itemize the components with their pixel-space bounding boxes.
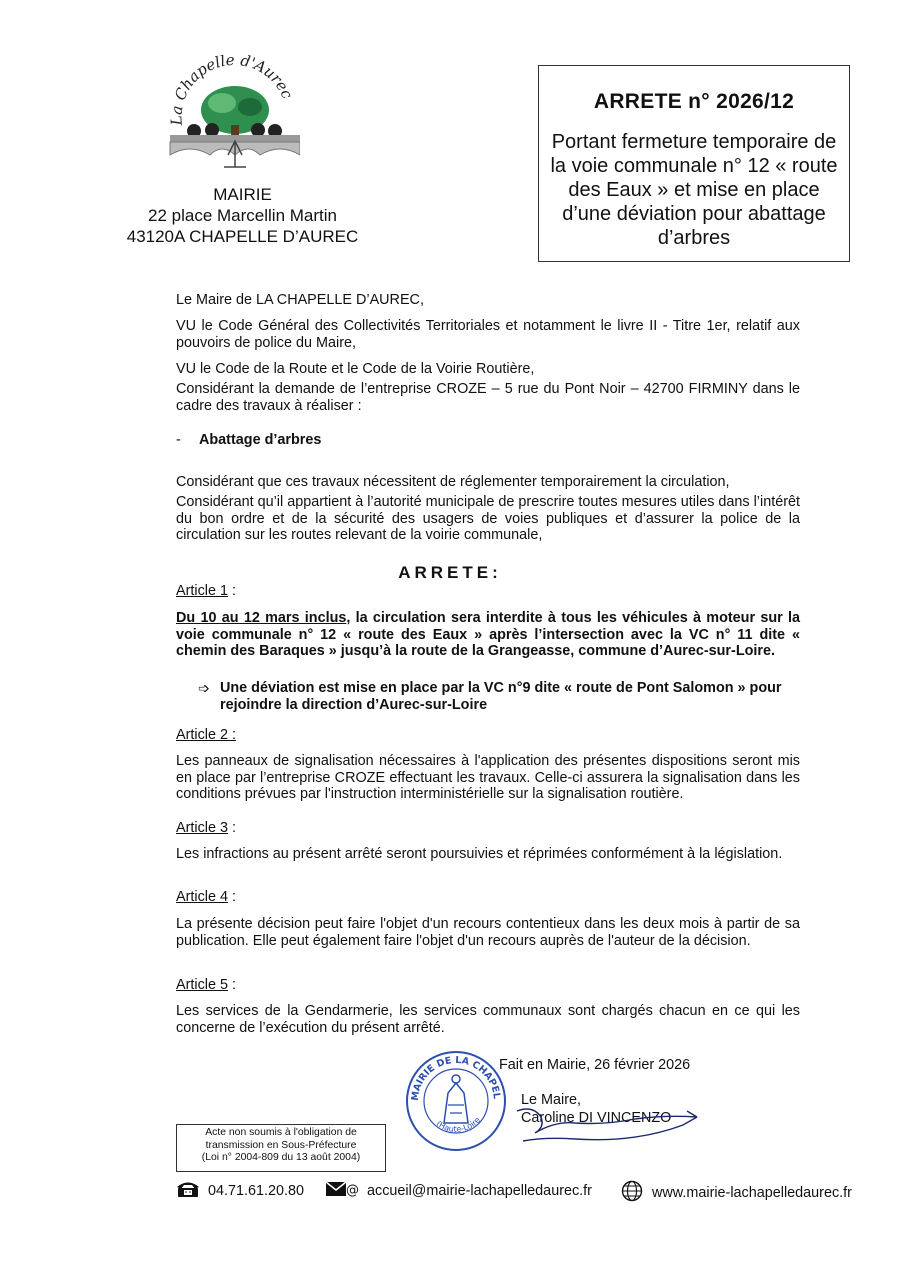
commune-logo <box>160 55 300 175</box>
preamble-intro: Le Maire de LA CHAPELLE D’AUREC, <box>176 292 424 308</box>
article-5-heading <box>176 977 800 994</box>
email-address[interactable]: accueil@mairie-lachapelledaurec.fr <box>367 1183 592 1199</box>
email-icon <box>325 1180 359 1202</box>
article-3-colon: : <box>227 820 236 836</box>
preamble-considerant-demande: Considérant la demande de l’entreprise CROZE – 5 rue du Pont Noir – 42700 FIRMINY dans le cadre des travaux à réaliser : <box>176 381 800 414</box>
mairie-stamp <box>404 1049 508 1153</box>
article-2-title: Article 2 : <box>176 727 236 743</box>
signing-role: Le Maire, <box>521 1092 581 1108</box>
article-1-dates: Du 10 au 12 mars inclus <box>176 610 347 626</box>
arrete-heading: ARRETE: <box>398 563 502 582</box>
article-4-title: Article 4 <box>176 889 228 905</box>
article-5-colon: : <box>227 977 236 993</box>
phone-number: 04.71.61.20.80 <box>208 1183 305 1199</box>
arrete-number: ARRETE n° 2026/12 <box>593 90 795 113</box>
article-1-body: , la circulation sera interdite à tous les véhicules à moteur sur la voie communale n° 12 « route des Eaux » après l’intersection avec la VC n° 11 dite « chemin des Baraques » jusqu’à la route de la Grangeasse, commune d’Aurec-sur-Loire. <box>176 610 801 659</box>
article-3-title: Article 3 <box>176 820 228 836</box>
signing-place-date: Fait en Mairie, 26 février 2026 <box>499 1057 691 1073</box>
address-city: 43120A CHAPELLE D’AUREC <box>126 227 359 246</box>
article-1-title: Article 1 <box>176 583 228 599</box>
preamble-considerant-reglementer: Considérant que ces travaux nécessitent de réglementer temporairement la circulation, <box>176 474 730 490</box>
article-5-title: Article 5 <box>176 977 228 993</box>
article-1-text <box>176 610 800 660</box>
arrete-title-box <box>538 65 850 262</box>
telephone-icon <box>176 1180 200 1202</box>
notice-line-2: transmission en Sous-Préfecture <box>205 1139 357 1151</box>
preamble-considerant-autorite: Considérant qu’il appartient à l’autorité municipale de prescrire toutes mesures utiles dans l’intérêt du bon ordre et de la sécurité des usagers de voies publiques et d’assurer la police de la circulation sur les routes relevant de la voirie communale, <box>176 494 800 543</box>
contact-phone <box>176 1180 304 1202</box>
contact-email <box>325 1180 592 1202</box>
preamble-vu-code-route: VU le Code de la Route et le Code de la Voirie Routière, <box>176 361 535 377</box>
notice-line-3: (Loi n° 2004-809 du 13 août 2004) <box>201 1152 361 1163</box>
svg-text:@: @ <box>346 1183 359 1198</box>
article-4-heading <box>176 889 800 906</box>
preamble-vu-cgct: VU le Code Général des Collectivités Territoriales et notamment le livre II - Titre 1er, relatif aux pouvoirs de police du Maire, <box>176 318 800 351</box>
article-4-colon: : <box>227 889 236 905</box>
svg-text:La Chapelle d'Aurec: La Chapelle d'Aurec <box>167 55 297 126</box>
article-2-text: Les panneaux de signalisation nécessaires à l'application des présentes dispositions seront mis en place par l’entreprise CROZE effectuant les travaux. Celle-ci assurera la signalisation dans les conditions prévues par l'instruction interministérielle sur la signalisation routière. <box>176 753 800 802</box>
article-5-text: Les services de la Gendarmerie, les services communaux sont chargés chacun en ce qui les concerne de l’exécution du présent arrêté. <box>176 1003 800 1036</box>
signing-name: Caroline DI VINCENZO <box>521 1110 672 1126</box>
contact-website <box>620 1180 852 1206</box>
works-item: Abattage d’arbres <box>199 432 322 448</box>
arrow-bullet-icon: ➩ <box>198 680 210 696</box>
svg-text:MAIRIE DE LA CHAPELLE D'AUREC: MAIRIE DE LA CHAPEL <box>409 1054 503 1102</box>
article-1-heading <box>176 583 800 600</box>
notice-line-1: Acte non soumis à l'obligation de <box>205 1127 357 1138</box>
article-4-text: La présente décision peut faire l'objet d'un recours contentieux dans les deux mois à partir de sa publication. Elle peut également faire l'objet d'un recours auprès de l'auteur de la décision. <box>176 916 800 949</box>
article-3-heading <box>176 820 800 837</box>
article-1-colon: : <box>227 583 236 599</box>
handwritten-signature <box>515 1103 705 1143</box>
arrete-subject: Portant fermeture temporaire de la voie communale n° 12 « route des Eaux » et mise en place d’une déviation pour abattage d’arbres <box>550 131 838 249</box>
website-url[interactable]: www.mairie-lachapelledaurec.fr <box>652 1185 852 1201</box>
mairie-address-block <box>120 184 365 247</box>
article-1-deviation: Une déviation est mise en place par la VC n°9 dite « route de Pont Salomon » pour rejoindre la direction d’Aurec-sur-Loire <box>220 680 782 713</box>
article-3-text: Les infractions au présent arrêté seront poursuivies et réprimées conformément à la législation. <box>176 846 783 862</box>
mairie-label: MAIRIE <box>213 185 272 204</box>
transmission-notice-box <box>176 1124 386 1172</box>
globe-icon <box>620 1180 644 1206</box>
list-dash: - <box>176 432 181 448</box>
svg-text:(Haute-Loire): (Haute-Loire <box>434 1115 483 1134</box>
address-street: 22 place Marcellin Martin <box>148 206 337 225</box>
